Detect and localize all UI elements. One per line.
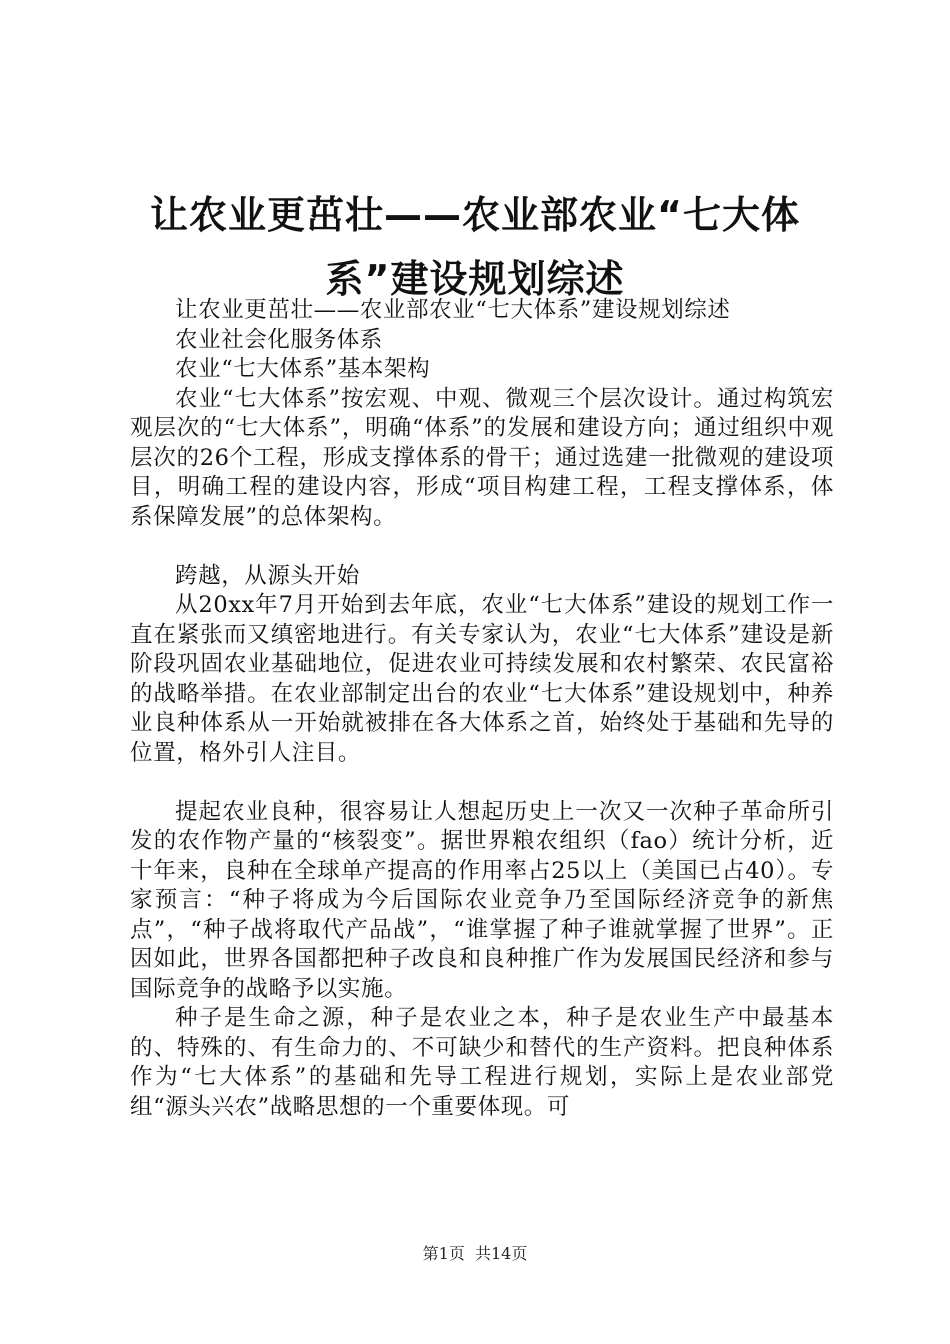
intro-title-line: 让农业更茁壮——农业部农业“七大体系”建设规划综述 — [175, 297, 731, 323]
paragraph-architecture: 农业“七大体系”按宏观、中观、微观三个层次设计。通过构筑宏观层次的“七大体系”，明确“体系”的发展和建设方向；通过组织中观层次的26个工程，形成支撑体系的骨干；通过选建一批微观的建设项目，明确工程的建设内容，形成“项目构建工程，工程支撑体系，体系保障发展”的总体架构。 — [130, 385, 834, 530]
section-heading-architecture: 农业“七大体系”基本架构 — [175, 356, 431, 382]
document-body — [130, 296, 834, 1122]
paragraph-seed-importance: 种子是生命之源，种子是农业之本，种子是农业生产中最基本的、特殊的、有生命力的、不可缺少和替代的生产资料。把良种体系作为“七大体系”的基础和先导工程进行规划，实际上是农业部党组“源头兴农”战略思想的一个重要体现。可 — [130, 1005, 834, 1120]
page-footer: 第1页 共14页 — [422, 1244, 528, 1263]
section-heading-source: 跨越，从源头开始 — [175, 562, 360, 589]
paragraph-seeds: 提起农业良种，很容易让人想起历史上一次又一次种子革命所引发的农作物产量的“核裂变”。据世界粮农组织（fao）统计分析，近十年来，良种在全球单产提高的作用率占25以上（美国已占40）。专家预言：“种子将成为今后国际农业竞争乃至国际经济竞争的新焦点”，“种子战将取代产品战”，“谁掌握了种子谁就掌握了世界”。正因如此，世界各国都把种子改良和良种推广作为发展国民经济和参与国际竞争的战略予以实施。 — [130, 798, 834, 1002]
section-subtitle: 农业社会化服务体系 — [175, 326, 383, 353]
paragraph-planning: 从20xx年7月开始到去年底，农业“七大体系”建设的规划工作一直在紧张而又缜密地进行。有关专家认为，农业“七大体系”建设是新阶段巩固农业基础地位，促进农业可持续发展和农村繁荣、农民富裕的战略举措。在农业部制定出台的农业“七大体系”建设规划中，种养业良种体系从一开始就被排在各大体系之首，始终处于基础和先导的位置，格外引人注目。 — [130, 592, 834, 766]
document-title: 让农业更茁壮——农业部农业“七大体系”建设规划综述 — [150, 193, 800, 301]
